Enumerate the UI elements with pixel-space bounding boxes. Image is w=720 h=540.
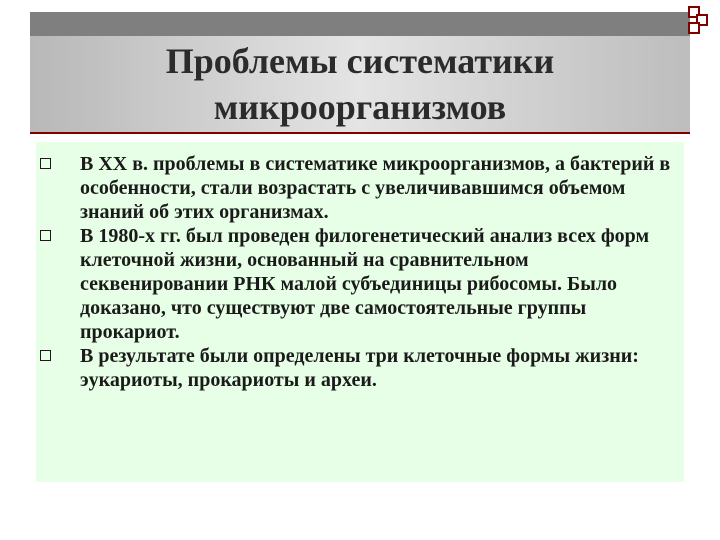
list-item <box>36 152 684 224</box>
slide-title <box>30 38 690 130</box>
slide-title-line-1: Проблемы систематики <box>165 41 555 81</box>
hollow-square-bullet-icon <box>40 158 51 169</box>
title-divider <box>30 132 690 134</box>
hollow-square-bullet-icon <box>40 350 51 361</box>
square-decoration-icon <box>688 22 700 34</box>
list-item <box>36 224 684 344</box>
bullet-text: В XX в. проблемы в систематике микроорганизмов, а бактерий в особенности, стали возрастать с увеличивавшимся объемом знаний об этих организмах. <box>80 153 671 223</box>
bullet-text: В 1980-х гг. был проведен филогенетический анализ всех форм клеточной жизни, основанный на сравнительном секвенировании РНК малой субъединицы рибосомы. Было доказано, что существуют две самостоятельные группы прокариот. <box>80 225 650 343</box>
bullet-list <box>36 152 684 392</box>
hollow-square-bullet-icon <box>40 230 51 241</box>
header-strip <box>30 12 690 36</box>
list-item <box>36 344 684 392</box>
slide-title-line-2: микроорганизмов <box>213 87 507 127</box>
bullet-text: В результате были определены три клеточные формы жизни: эукариоты, прокариоты и археи. <box>80 345 639 391</box>
